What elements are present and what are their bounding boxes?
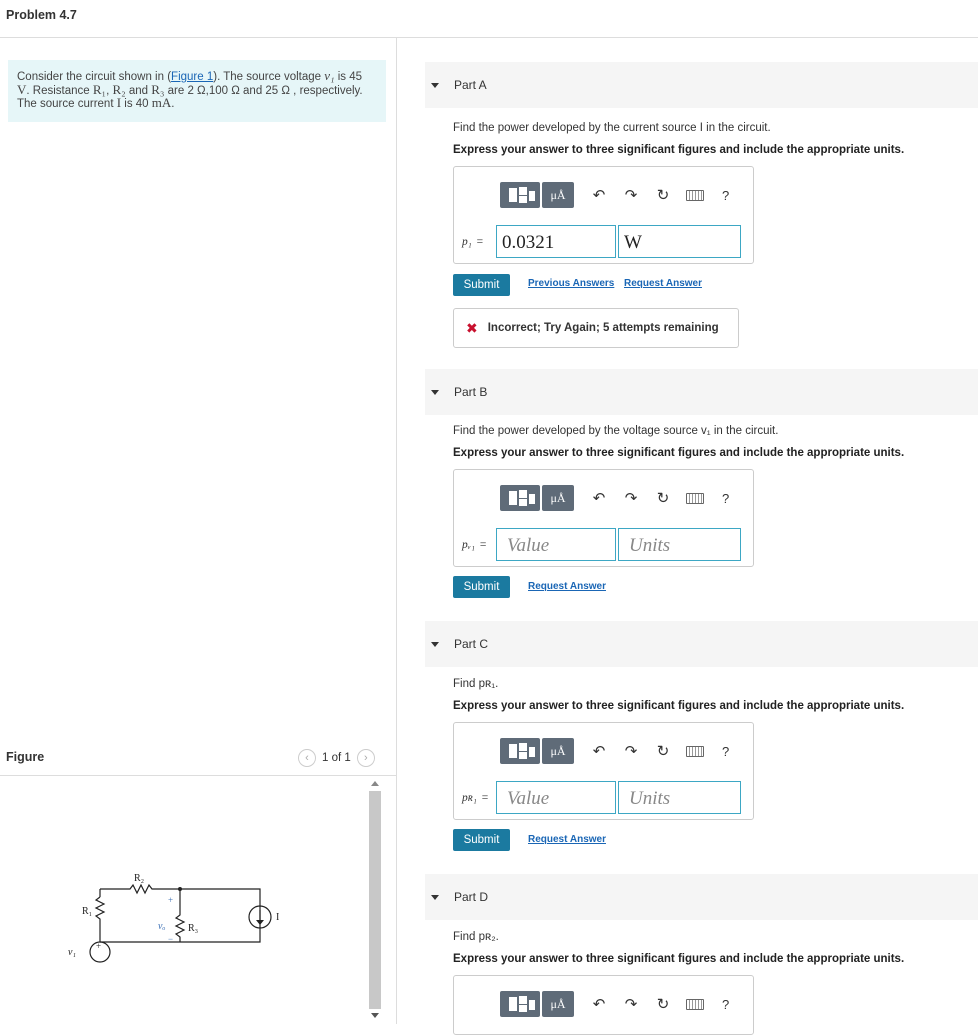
error-x-icon: ✖	[466, 319, 478, 336]
label-vo-minus: −	[168, 934, 174, 944]
reset-icon[interactable]: ↻	[656, 490, 670, 507]
circuit-diagram	[60, 847, 300, 967]
collapse-triangle-icon	[431, 642, 439, 647]
part-d-answer-box	[453, 975, 754, 1035]
scroll-thumb[interactable]	[369, 791, 381, 1009]
part-c-header[interactable]: Part C	[397, 621, 978, 667]
undo-icon[interactable]: ↶	[592, 490, 606, 507]
part-d-question: Find pʀ₂.	[453, 931, 499, 943]
label-r2: R₂	[134, 873, 145, 884]
templates-icon[interactable]	[500, 182, 540, 208]
keyboard-icon[interactable]	[686, 493, 704, 504]
part-a-header[interactable]: Part A	[397, 62, 978, 108]
templates-icon[interactable]	[500, 738, 540, 764]
label-v1-plus: +	[96, 941, 102, 951]
reset-icon[interactable]: ↻	[656, 996, 670, 1013]
part-b-question: Find the power developed by the voltage source v₁ in the circuit.	[453, 425, 779, 437]
label-i: I	[276, 912, 280, 923]
answer-variable: pʀ₁ =	[462, 791, 489, 804]
part-b-answer-box	[453, 469, 754, 567]
units-input[interactable]: Units	[618, 781, 741, 814]
units-button[interactable]: μÅ	[542, 991, 574, 1017]
undo-icon[interactable]: ↶	[592, 996, 606, 1013]
label-v1: v₁	[68, 947, 76, 958]
value-input[interactable]: Value	[496, 781, 616, 814]
label-vo-plus: +	[168, 895, 174, 905]
feedback-message: ✖ Incorrect; Try Again; 5 attempts remaining	[453, 308, 739, 348]
part-b-instruction: Express your answer to three significant figures and include the appropriate units.	[453, 447, 905, 459]
scroll-up-icon[interactable]	[371, 781, 379, 786]
math-toolbar	[500, 991, 729, 1017]
label-r3: R₃	[188, 923, 199, 934]
request-answer-link[interactable]: Request Answer	[624, 278, 702, 289]
undo-icon[interactable]: ↶	[592, 187, 606, 204]
collapse-triangle-icon	[431, 895, 439, 900]
part-d-header[interactable]: Part D	[397, 874, 978, 920]
left-panel	[0, 38, 396, 1024]
redo-icon[interactable]: ↷	[624, 490, 638, 507]
scroll-down-icon[interactable]	[371, 1013, 379, 1018]
resistor-r3	[176, 889, 184, 942]
reset-icon[interactable]: ↻	[656, 743, 670, 760]
value-input[interactable]: Value	[496, 528, 616, 561]
value-input[interactable]: 0.0321	[496, 225, 616, 258]
units-button[interactable]: μÅ	[542, 182, 574, 208]
top-bar	[0, 0, 978, 38]
request-answer-link[interactable]: Request Answer	[528, 581, 606, 592]
undo-icon[interactable]: ↶	[592, 743, 606, 760]
math-toolbar	[500, 485, 729, 511]
problem-intro: Consider the circuit shown in (Figure 1). The source voltage v₁ is 45 V. Resistance R₁, R₂ and R₃ are 2 Ω,100 Ω and 25 Ω , respectively. The source current I is 40 mA.	[8, 60, 386, 122]
figure-header	[0, 744, 396, 776]
keyboard-icon[interactable]	[686, 999, 704, 1010]
redo-icon[interactable]: ↷	[624, 996, 638, 1013]
current-arrow-head	[256, 920, 264, 925]
figure-link[interactable]: Figure 1	[171, 71, 214, 83]
label-vo: vₒ	[158, 921, 166, 932]
node	[178, 887, 182, 891]
reset-icon[interactable]: ↻	[656, 187, 670, 204]
templates-icon[interactable]	[500, 991, 540, 1017]
submit-button[interactable]: Submit	[453, 576, 510, 598]
previous-answers-link[interactable]: Previous Answers	[528, 278, 615, 289]
request-answer-link[interactable]: Request Answer	[528, 834, 606, 845]
chevron-right-icon: ›	[363, 751, 368, 764]
help-icon[interactable]: ?	[722, 187, 730, 203]
figure-body	[0, 777, 396, 1024]
label-r1: R₁	[82, 906, 93, 917]
answer-variable: p₁ =	[462, 235, 484, 248]
keyboard-icon[interactable]	[686, 746, 704, 757]
part-c-question: Find pʀ₁.	[453, 678, 499, 690]
math-toolbar	[500, 182, 729, 208]
part-a-instruction: Express your answer to three significant figures and include the appropriate units.	[453, 144, 905, 156]
collapse-triangle-icon	[431, 83, 439, 88]
part-a-answer-box	[453, 166, 754, 264]
answer-variable: pᵥ₁ =	[462, 538, 487, 551]
keyboard-icon[interactable]	[686, 190, 704, 201]
figure-pager	[298, 749, 375, 767]
units-button[interactable]: μÅ	[542, 738, 574, 764]
part-c-answer-box	[453, 722, 754, 820]
help-icon[interactable]: ?	[722, 743, 730, 759]
part-d-instruction: Express your answer to three significant figures and include the appropriate units.	[453, 953, 905, 965]
prev-figure-button[interactable]	[298, 749, 316, 767]
submit-button[interactable]: Submit	[453, 274, 510, 296]
part-c-instruction: Express your answer to three significant figures and include the appropriate units.	[453, 700, 905, 712]
figure-page-count: 1 of 1	[322, 752, 351, 764]
units-input[interactable]: Units	[618, 528, 741, 561]
right-panel	[397, 38, 978, 1024]
next-figure-button[interactable]	[357, 749, 375, 767]
figure-scrollbar[interactable]	[368, 777, 382, 1024]
redo-icon[interactable]: ↷	[624, 743, 638, 760]
submit-button[interactable]: Submit	[453, 829, 510, 851]
redo-icon[interactable]: ↷	[624, 187, 638, 204]
figure-label: Figure	[6, 750, 45, 764]
part-a-question: Find the power developed by the current source I in the circuit.	[453, 122, 771, 134]
resistor-r1	[96, 897, 104, 925]
units-button[interactable]: μÅ	[542, 485, 574, 511]
chevron-left-icon: ‹	[305, 751, 309, 764]
help-icon[interactable]: ?	[722, 996, 730, 1012]
help-icon[interactable]: ?	[722, 490, 730, 506]
collapse-triangle-icon	[431, 390, 439, 395]
templates-icon[interactable]	[500, 485, 540, 511]
part-b-header[interactable]: Part B	[397, 369, 978, 415]
math-toolbar	[500, 738, 729, 764]
problem-title: Problem 4.7	[6, 8, 77, 22]
units-input[interactable]: W	[618, 225, 741, 258]
